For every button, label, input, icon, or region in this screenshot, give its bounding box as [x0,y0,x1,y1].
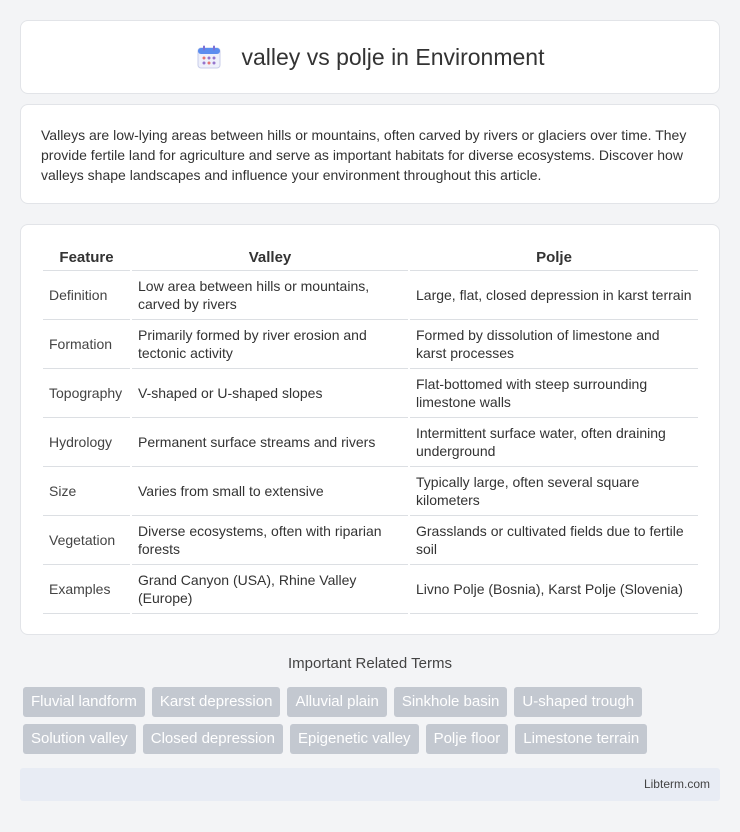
valley-cell: Diverse ecosystems, often with riparian forests [131,515,409,564]
table-row [43,466,698,515]
table-row [43,319,698,368]
table-row [43,564,698,613]
term-chip[interactable]: Polje floor [426,724,509,754]
term-chip[interactable]: Alluvial plain [287,687,386,717]
intro-text: Valleys are low-lying areas between hills or mountains, often carved by rivers or glaciers over time. They provide fertile land for agriculture and serve as important habitats for diverse ecosystems. Discover how valleys shape landscapes and influence your environment throughout this article. [41,127,687,183]
term-chip[interactable]: Karst depression [152,687,281,717]
polje-cell: Grasslands or cultivated fields due to fertile soil [409,515,698,564]
valley-cell: Varies from small to extensive [131,466,409,515]
term-chip[interactable]: Fluvial landform [23,687,145,717]
related-terms-title: Important Related Terms [288,655,452,672]
term-chip[interactable]: U-shaped trough [514,687,642,717]
related-terms-list [23,687,723,754]
footer-site-link[interactable]: Libterm.com [643,777,710,791]
column-header-valley: Valley [131,245,409,270]
page-title: valley vs polje in Environment [241,43,545,70]
feature-cell: Examples [43,564,131,613]
intro-card [20,104,720,204]
polje-cell: Flat-bottomed with steep surrounding limestone walls [409,368,698,417]
term-chip[interactable]: Epigenetic valley [290,724,419,754]
feature-cell: Topography [43,368,131,417]
table-row [43,417,698,466]
polje-cell: Livno Polje (Bosnia), Karst Polje (Slovenia) [409,564,698,613]
term-chip[interactable]: Closed depression [143,724,283,754]
comparison-table [43,245,698,614]
column-header-polje: Polje [409,245,698,270]
valley-cell: Grand Canyon (USA), Rhine Valley (Europe) [131,564,409,613]
header-card [20,20,720,94]
footer [20,768,720,801]
table-row [43,368,698,417]
feature-cell: Definition [43,270,131,319]
calendar-icon [196,44,222,70]
term-chip[interactable]: Sinkhole basin [394,687,508,717]
valley-cell: Primarily formed by river erosion and tectonic activity [131,319,409,368]
polje-cell: Intermittent surface water, often draining underground [409,417,698,466]
table-row [43,270,698,319]
valley-cell: Permanent surface streams and rivers [131,417,409,466]
table-header-row [43,245,698,270]
polje-cell: Large, flat, closed depression in karst terrain [409,270,698,319]
polje-cell: Formed by dissolution of limestone and karst processes [409,319,698,368]
feature-cell: Vegetation [43,515,131,564]
comparison-table-card [20,224,720,635]
feature-cell: Size [43,466,131,515]
term-chip[interactable]: Limestone terrain [515,724,647,754]
valley-cell: Low area between hills or mountains, carved by rivers [131,270,409,319]
column-header-feature: Feature [43,245,131,270]
table-row [43,515,698,564]
feature-cell: Formation [43,319,131,368]
term-chip[interactable]: Solution valley [23,724,136,754]
polje-cell: Typically large, often several square kilometers [409,466,698,515]
valley-cell: V-shaped or U-shaped slopes [131,368,409,417]
feature-cell: Hydrology [43,417,131,466]
